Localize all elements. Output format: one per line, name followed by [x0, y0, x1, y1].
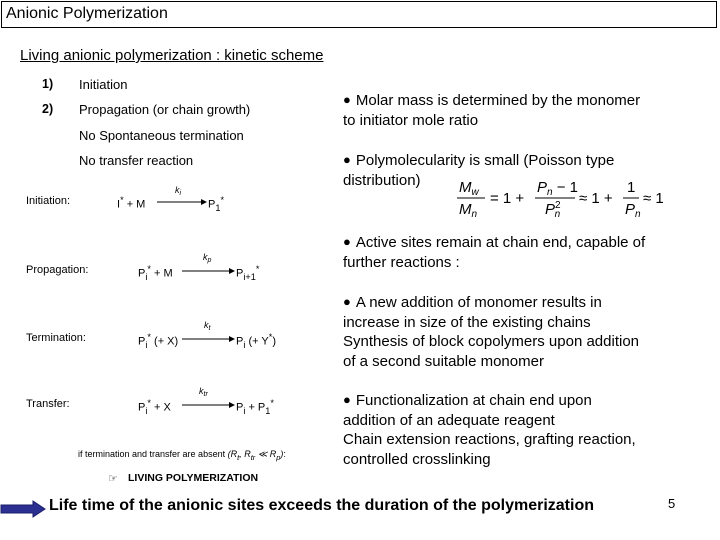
right-arrow-icon: [0, 500, 46, 518]
rate-ktr: $k_{tr}$: [199, 386, 208, 398]
reaction-propagation: $P_i^* + M$: [138, 264, 173, 282]
svg-text:Mw: $M_w$: [459, 179, 479, 198]
slide-title: Anionic Polymerization: [6, 5, 168, 22]
reaction-initiation-product: $P_1^*$: [208, 195, 225, 213]
svg-text:≈ 1 +: ≈ 1 +: [579, 190, 613, 207]
rate-kt: $k_t$: [204, 320, 211, 332]
reaction-label-initiation: Initiation:: [26, 195, 71, 207]
svg-text:Pn: $P_n$: [625, 201, 641, 220]
svg-text:Pn − 1: $P_n - 1$: [537, 179, 579, 198]
bullet-dot-icon: ●: [343, 92, 351, 107]
reaction-transfer: $P_i^* + X$: [138, 398, 171, 416]
reaction-initiation: I* + M: [117, 195, 146, 211]
reaction-label-termination: Termination:: [26, 332, 86, 344]
poisson-formula: [455, 175, 664, 221]
footer-statement: Life time of the anionic sites exceeds the duration of the polymerization: [49, 497, 594, 514]
reaction-termination-product: $P_i$ (+ Y*): [236, 332, 276, 350]
note-no-transfer: No transfer reaction: [79, 153, 194, 168]
list-number-2: 2): [42, 102, 54, 116]
svg-text:≈ 1: ≈ 1: [643, 190, 664, 207]
bullet-molar-mass: ● Molar mass is determined by the monomer to initiator mole ratio: [343, 92, 641, 129]
bullet-new-addition: ● A new addition of monomer results in increase in size of the existing chains Synthesis of block copolymers upon addition of a second suitable monomer: [343, 294, 640, 370]
bullet-polymolecularity: ● Polymolecularity is small (Poisson type distribution): [343, 152, 615, 189]
bullet-functionalization: ● Functionalization at chain end upon addition of an adequate reagent Chain extension reactions, grafting reaction, controlled crosslinking: [343, 392, 636, 468]
reaction-arrows: [0, 0, 340, 480]
bullet-dot-icon: ●: [343, 234, 351, 249]
rate-kp: $k_p$: [203, 252, 212, 264]
bullet-dot-icon: ●: [343, 392, 351, 407]
svg-text:Mn: $M_n$: [459, 201, 478, 220]
reaction-propagation-product: $P_{i+1}^*$: [236, 264, 260, 282]
condition-note: if termination and transfer are absent ($R_t$, $R_{tr}$ ≪ $R_p$):: [78, 449, 286, 462]
list-number-1: 1): [42, 77, 54, 91]
living-polymerization-label: LIVING POLYMERIZATION: [128, 472, 259, 484]
svg-text:= 1 +: = 1 +: [490, 190, 525, 207]
note-no-termination: No Spontaneous termination: [79, 128, 244, 143]
hand-pointer-icon: ☞: [108, 473, 118, 485]
reaction-termination: $P_i^*$ (+ X): [138, 332, 179, 350]
svg-text:1: 1: [627, 179, 636, 196]
reaction-label-transfer: Transfer:: [26, 398, 70, 410]
svg-text:P2n: $P^2$ n: [545, 200, 561, 220]
bullet-active-sites: ● Active sites remain at chain end, capable of further reactions :: [343, 234, 646, 271]
reaction-transfer-product: $P_i + P_1^*$: [236, 398, 274, 416]
rate-ki: $k_i$: [175, 185, 182, 197]
page-number: 5: [668, 496, 676, 511]
list-item-propagation: Propagation (or chain growth): [79, 102, 251, 117]
bullet-dot-icon: ●: [343, 294, 351, 309]
subtitle: Living anionic polymerization : kinetic scheme: [20, 47, 324, 64]
reaction-label-propagation: Propagation:: [26, 264, 89, 276]
bullet-dot-icon: ●: [343, 152, 351, 167]
list-item-initiation: Initiation: [79, 77, 128, 92]
